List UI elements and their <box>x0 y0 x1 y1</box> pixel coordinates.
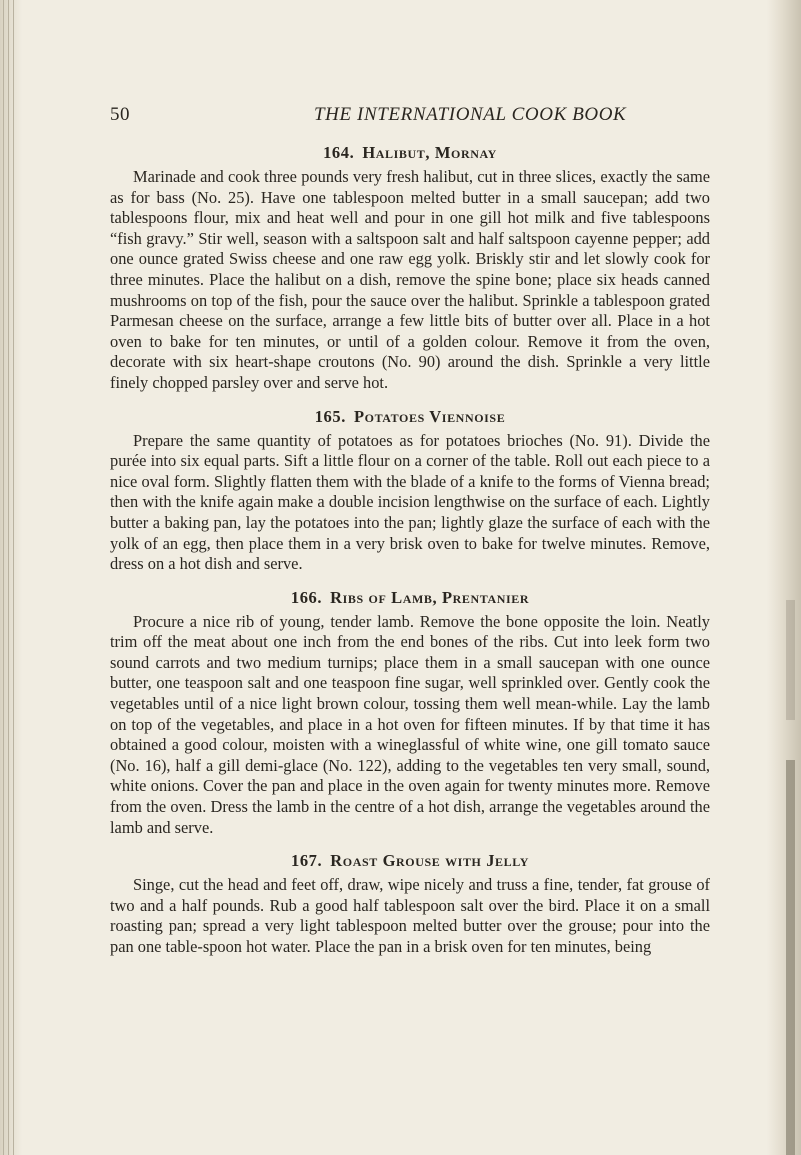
recipe-name: Ribs of Lamb, Prentanier <box>330 587 530 607</box>
scan-right-edge <box>767 0 801 1155</box>
recipe-name: Halibut, Mornay <box>362 143 497 162</box>
running-head <box>110 104 710 138</box>
recipe-name: Potatoes Viennoise <box>353 406 506 426</box>
book-title: THE INTERNATIONAL COOK BOOK <box>314 104 627 125</box>
recipe-number: 166. <box>290 587 323 607</box>
recipe-text: Procure a nice rib of young, tender lamb. Remove the bone opposite the loin. Neatly trim off the meat about one inch from the end bones of the ribs. Cut into leek form two sound carrots and two medium turnips; place them in a small saucepan with one ounce butter, one teaspoon salt and one teaspoon fine sugar, well sprinkled over. Gently cook the vegetables until of a nice light brown colour, tossing them well mean-while. Lay the lamb on top of the vegetables, and place in a hot oven for fifteen minutes. If by that time it has obtained a good colour, moisten with a wineglassful of white wine, one gill tomato sauce (No. 16), half a gill demi-glace (No. 122), adding to the vegetables ten very small, sound, white onions. Cover the pan and place in the oven again for twenty minutes more. Remove from the oven. Dress the lamb in the centre of a hot dish, arrange the vegetables around the lamb and serve. <box>110 611 710 837</box>
scan-edge-shadow <box>786 760 795 1155</box>
scan-line <box>13 0 14 1155</box>
recipe-number: 167. <box>290 851 323 871</box>
recipe-title <box>110 583 710 612</box>
recipe-number: 164. <box>323 143 355 162</box>
recipe-text: Marinade and cook three pounds very fresh halibut, cut in three slices, exactly the same as for bass (No. 25). Have one tablespoon melted butter in a small saucepan; add two tablespoons flour, mix and heat well and pour in one gill hot milk and five tablespoons “fish gravy.” Stir well, season with a saltspoon salt and half saltspoon cayenne pepper; add one ounce grated Swiss cheese and one raw egg yolk. Briskly stir and let slowly cook for three minutes. Place the halibut on a dish, remove the spine bone; place six heads canned mushrooms on top of the fish, pour the sauce over the halibut. Sprinkle a tablespoon grated Parmesan cheese on the surface, arrange a few little bits of butter over all. Place in a hot oven to bake for ten minutes, or until of a golden colour. Remove it from the oven, decorate with six heart-shape croutons (No. 90) around the dish. Sprinkle a very little finely chopped parsley over and serve hot. <box>110 167 710 392</box>
book-page <box>110 104 710 958</box>
scan-left-margin <box>0 0 22 1155</box>
recipe-number: 165. <box>314 406 346 426</box>
scan-edge-shadow <box>786 600 795 720</box>
recipe-title <box>110 138 710 167</box>
page-number: 50 <box>110 104 130 125</box>
recipe-name: Roast Grouse with Jelly <box>330 851 530 871</box>
scan-line <box>3 0 4 1155</box>
recipe-text: Singe, cut the head and feet off, draw, wipe nicely and truss a fine, tender, fat grouse of two and a half pounds. Rub a good half tablespoon salt over the bird. Place it on a small roasting pan; spread a very light tablespoon melted butter over the grouse; pour into the pan one table-spoon hot water. Place the pan in a brisk oven for ten minutes, being <box>110 875 710 956</box>
recipe-text: Prepare the same quantity of potatoes as for potatoes brioches (No. 91). Divide the purée into six equal parts. Sift a little flour on a corner of the table. Roll out each piece to a nice oval form. Slightly flatten them with the blade of a knife to the forms of Vienna bread; then with the knife again make a double incision lengthwise on the surface of each. Lightly butter a baking pan, lay the potatoes into the pan; lightly glaze the surface of each with the yolk of an egg, then place them in a very brisk oven to bake for twelve minutes. Remove, dress on a hot dish and serve. <box>110 430 710 574</box>
scan-line <box>8 0 9 1155</box>
recipe-title <box>110 402 710 431</box>
recipe-title <box>110 846 710 875</box>
